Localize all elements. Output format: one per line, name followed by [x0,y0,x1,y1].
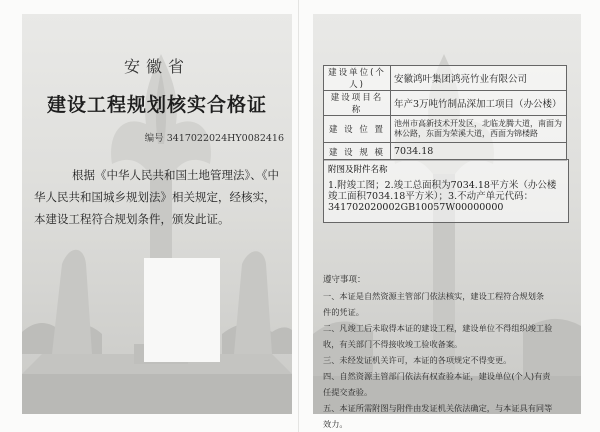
row-label: 建 设 规 模 [324,143,391,161]
basis-line: 根据《中华人民共和国土地管理法》、《中 [72,168,279,182]
basis-line: 华人民共和国城乡规划法》相关规定，经核实， [34,190,276,204]
note-line: 一、本证是自然资源主管部门依法核实，建设工程符合规划条 [323,291,545,301]
notes-title: 遵守事项： [323,275,366,285]
attachments-title: 附图及附件名称 [328,165,388,175]
note-line: 三、未经发证机关许可，本证的各项规定不得变更。 [323,355,512,365]
row-value: 安徽鸿叶集团鸿亮竹业有限公司 [391,66,567,91]
note-line: 二、凡竣工后未取得本证的建设工程，建设单位不得组织竣工验 [323,323,553,333]
row-value: 年产3万吨竹制品深加工项目（办公楼） [391,91,567,116]
table-row [324,143,567,161]
row-label: 建 设 位 置 [324,116,391,143]
serial-number: 3417022024HY0082416 [166,133,284,144]
table-row [324,66,567,91]
attachments-box [323,159,569,223]
row-value: 7034.18 [391,143,567,161]
certificate-right-page [313,14,581,429]
notes-list [323,288,567,432]
note-line: 任提交查验。 [323,387,373,397]
certificate-left-page [22,14,292,414]
certificate-title: 建设工程规划核实合格证 [46,94,267,116]
basis-line: 本建设工程符合规划条件，颁发此证。 [34,212,230,226]
table-row [324,116,567,143]
compliance-notes [323,272,567,432]
row-label: 建设项目名称 [324,91,391,116]
attachments-text: 1.附竣工图；2.竣工总面积为7034.18平方米（办公楼竣工面积7034.18平方米）；3.不动产单元代码：341702020002GB10057W00000000 [328,180,557,213]
note-line: 四、自然资源主管部门依法有权查验本证，建设单位(个人)有责 [323,371,551,381]
note-line: 件的凭证。 [323,307,364,317]
row-value: 池州市高新技术开发区，北临龙腾大道，南面为林公路，东面为荣溪大道，西面为锦楼路 [391,116,567,143]
page-fold [298,0,299,432]
serial-label: 编号 [144,133,164,144]
table-row [324,91,567,116]
legal-basis-text [34,164,282,230]
redacted-seal-area [144,258,220,362]
serial-number-line [145,130,284,144]
project-info-table [323,65,567,161]
note-line: 五、本证所需附图与附件由发证机关依法确定，与本证具有同等 [323,403,553,413]
row-label: 建设单位(个人) [324,66,391,91]
province-name: 安徽省 [123,57,190,76]
note-line: 效力。 [323,419,348,429]
note-line: 收，有关部门不得接收竣工验收备案。 [323,339,463,349]
